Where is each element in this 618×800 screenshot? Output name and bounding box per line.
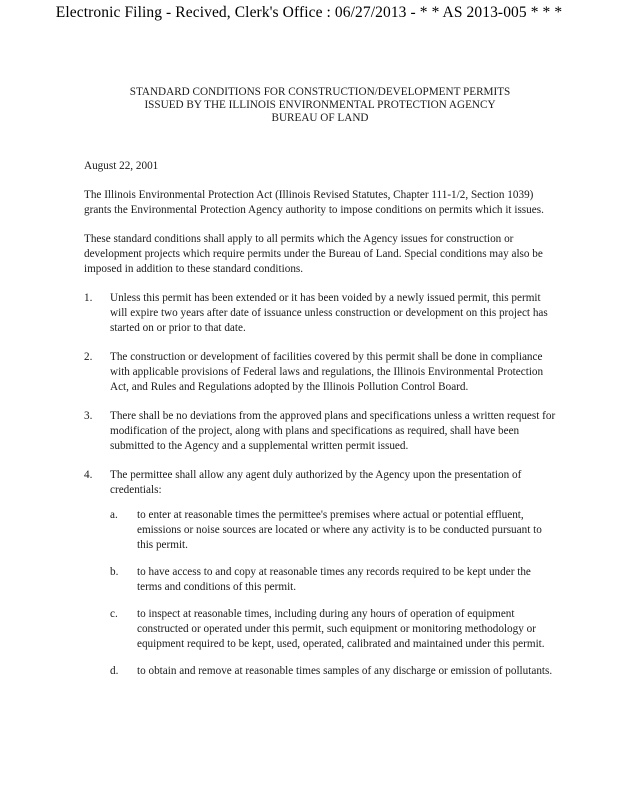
sub-condition-text: to have access to and copy at reasonable times any records required to be kept under the terms and conditions of this permit.: [137, 566, 531, 593]
condition-item: [84, 409, 556, 454]
condition-text: There shall be no deviations from the approved plans and specifications unless a written request for modification of the project, along with plans and specifications as required, shall have been submitted to the Agency and a supplemental written permit issued.: [110, 410, 556, 452]
sub-condition-letter: d.: [110, 665, 119, 677]
title-line-1: STANDARD CONDITIONS FOR CONSTRUCTION/DEVELOPMENT PERMITS: [129, 86, 511, 98]
condition-number: 3.: [84, 410, 93, 422]
intro-paragraph-authority: The Illinois Environmental Protection Act (Illinois Revised Statutes, Chapter 111-1/2, Section 1039) grants the Environmental Protection Agency authority to impose conditions on permits which it issues.: [84, 189, 544, 216]
sub-condition-item: [110, 565, 556, 595]
sub-condition-text: to enter at reasonable times the permittee's premises where actual or potential effluent, emissions or noise sources are located or where any activity is to be conducted pursuant to this permit.: [137, 509, 542, 551]
document-date: August 22, 2001: [84, 160, 159, 172]
sub-condition-text: to obtain and remove at reasonable times samples of any discharge or emission of pollutants.: [137, 665, 553, 677]
sub-condition-item: [110, 607, 556, 652]
sub-condition-item: [110, 664, 556, 679]
sub-condition-letter: b.: [110, 566, 119, 578]
condition-number: 1.: [84, 292, 93, 304]
document-page: [84, 86, 556, 693]
sub-condition-letter: a.: [110, 509, 118, 521]
filing-stamp-header: Electronic Filing - Recived, Clerk's Office : 06/27/2013 - * * AS 2013-005 * * *: [55, 4, 563, 21]
condition-item: [84, 350, 556, 395]
condition-item: [84, 291, 556, 336]
condition-text: Unless this permit has been extended or it has been voided by a newly issued permit, this permit will expire two years after date of issuance unless construction or development on this project has started on or prior to that date.: [110, 292, 548, 334]
condition-text: The construction or development of facilities covered by this permit shall be done in compliance with applicable provisions of Federal laws and regulations, the Illinois Environmental Protection Act, and Rules and Regulations adopted by the Illinois Pollution Control Board.: [110, 351, 544, 393]
condition-text: The permittee shall allow any agent duly authorized by the Agency upon the presentation of credentials:: [110, 469, 522, 496]
condition-number: 4.: [84, 469, 93, 481]
document-title: [84, 86, 556, 125]
condition-item: [84, 468, 556, 679]
sub-condition-text: to inspect at reasonable times, including during any hours of operation of equipment constructed or operated under this permit, such equipment or monitoring methodology or equipment required to be kept, used, operated, calibrated and maintained under this permit.: [137, 608, 545, 650]
condition-number: 2.: [84, 351, 93, 363]
sub-condition-letter: c.: [110, 608, 118, 620]
title-line-2: ISSUED BY THE ILLINOIS ENVIRONMENTAL PROTECTION AGENCY: [144, 99, 496, 111]
sub-condition-item: [110, 508, 556, 553]
title-line-3: BUREAU OF LAND: [271, 112, 369, 124]
intro-paragraph-applicability: These standard conditions shall apply to all permits which the Agency issues for construction or development projects which require permits under the Bureau of Land. Special conditions may also be imposed in addition to these standard conditions.: [84, 233, 543, 275]
